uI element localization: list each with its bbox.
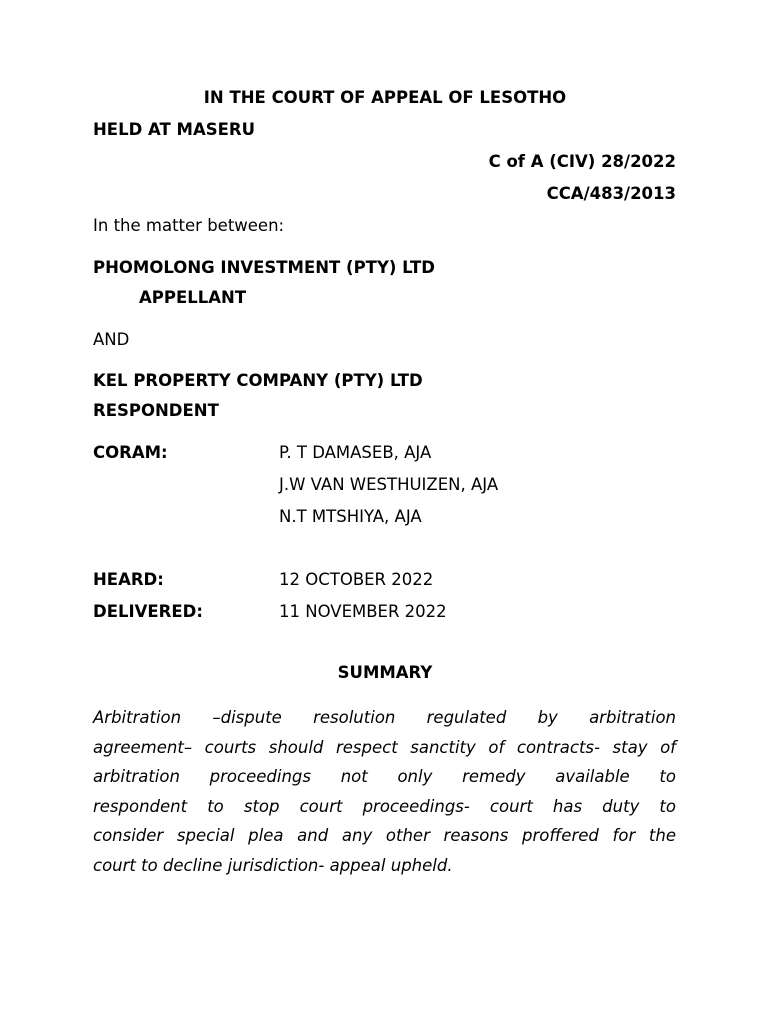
summary-line: respondent to stop court proceedings- court has duty to xyxy=(93,796,676,816)
summary-line: Arbitration –dispute resolution regulated by arbitration xyxy=(93,708,676,727)
appellant-role: APPELLANT xyxy=(139,288,247,307)
delivered-date: 11 NOVEMBER 2022 xyxy=(279,602,447,621)
case-number-lower-court: CCA/483/2013 xyxy=(546,184,676,203)
summary-line: arbitration proceedings not only remedy available to xyxy=(93,767,676,787)
held-at: HELD AT MASERU xyxy=(93,120,255,139)
coram-judge-3: N.T MTSHIYA, AJA xyxy=(279,507,422,526)
respondent-role: RESPONDENT xyxy=(93,401,219,420)
appellant-name: PHOMOLONG INVESTMENT (PTY) LTD xyxy=(93,258,435,277)
summary-paragraph xyxy=(93,703,676,881)
summary-line: court to decline jurisdiction- appeal upheld. xyxy=(93,855,453,875)
coram-label: CORAM: xyxy=(93,443,168,462)
coram-judge-2: J.W VAN WESTHUIZEN, AJA xyxy=(279,475,499,494)
coram-judge-1: P. T DAMASEB, AJA xyxy=(279,443,432,462)
case-number-appeal: C of A (CIV) 28/2022 xyxy=(488,152,676,171)
respondent-name: KEL PROPERTY COMPANY (PTY) LTD xyxy=(93,371,423,390)
court-title: IN THE COURT OF APPEAL OF LESOTHO xyxy=(203,88,567,107)
heard-date: 12 OCTOBER 2022 xyxy=(279,570,434,589)
matter-intro: In the matter between: xyxy=(93,216,285,235)
summary-line: agreement– courts should respect sanctity of contracts- stay of xyxy=(93,737,676,757)
delivered-label: DELIVERED: xyxy=(93,602,203,621)
summary-heading: SUMMARY xyxy=(337,663,433,682)
summary-line: consider special plea and any other reasons proffered for the xyxy=(93,826,676,846)
and-separator: AND xyxy=(93,330,130,349)
heard-label: HEARD: xyxy=(93,570,164,589)
